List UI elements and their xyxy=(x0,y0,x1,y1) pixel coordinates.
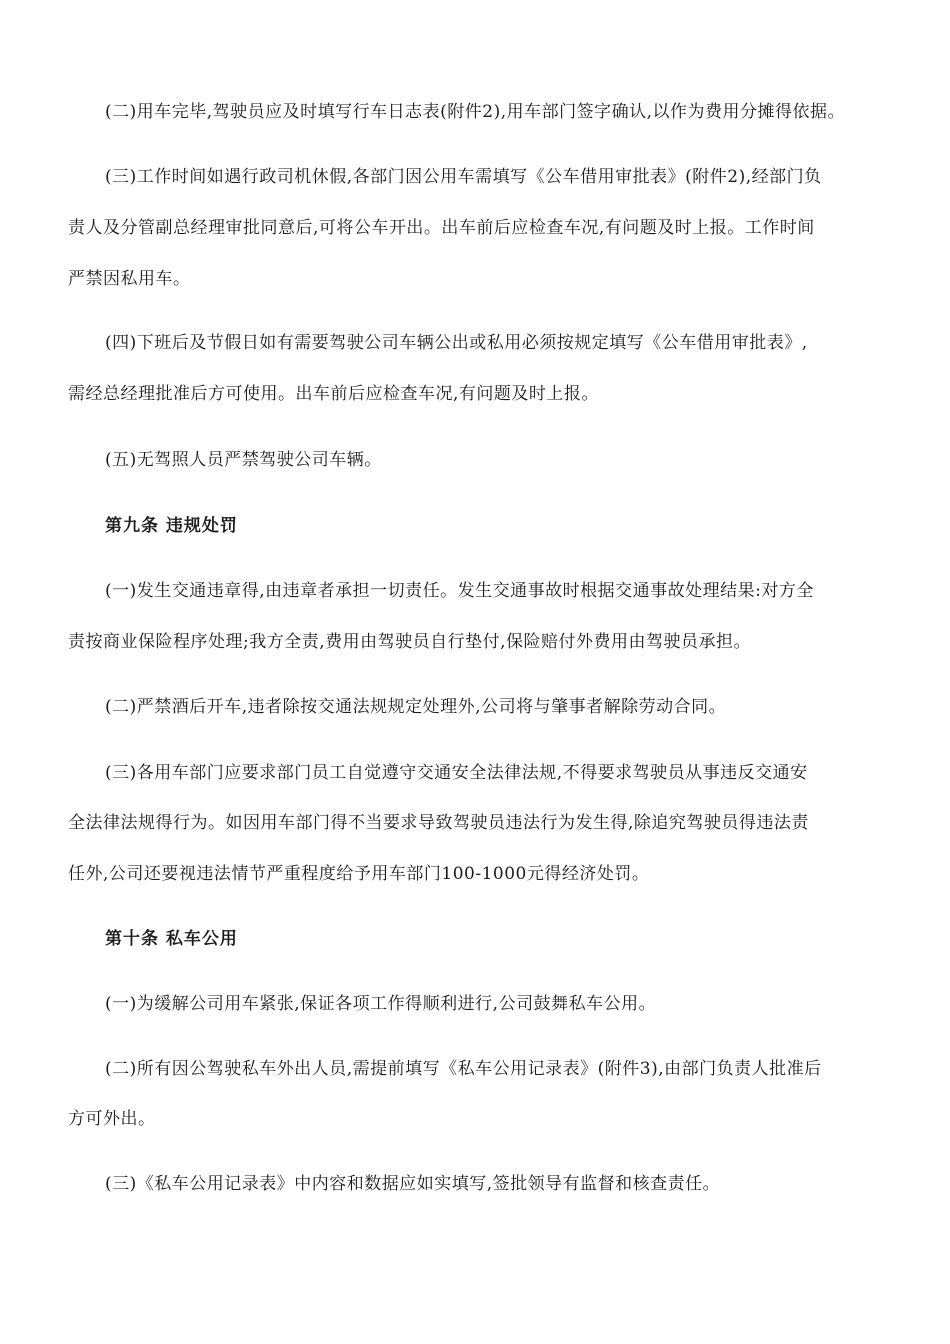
paragraph-line: 责按商业保险程序处理;我方全责,费用由驾驶员自行垫付,保险赔付外费用由驾驶员承担。 xyxy=(68,632,752,652)
paragraph-line: (一)发生交通违章得,由违章者承担一切责任。发生交通事故时根据交通事故处理结果:对方全 xyxy=(105,581,814,601)
paragraph-line: 需经总经理批准后方可使用。出车前后应检查车况,有问题及时上报。 xyxy=(68,384,599,404)
section-heading: 第十条 私车公用 xyxy=(105,929,238,949)
paragraph-line: (四)下班后及节假日如有需要驾驶公司车辆公出或私用必须按规定填写《公车借用审批表》, xyxy=(105,333,808,353)
paragraph-line: (三)《私车公用记录表》中内容和数据应如实填写,签批领导有监督和核查责任。 xyxy=(105,1174,721,1194)
paragraph-line: 任外,公司还要视违法情节严重程度给予用车部门100-1000元得经济处罚。 xyxy=(68,864,650,884)
paragraph-line: 责人及分管副总经理审批同意后,可将公车开出。出车前后应检查车况,有问题及时上报。工作时间 xyxy=(68,218,815,238)
section-heading: 第九条 违规处罚 xyxy=(105,516,238,536)
paragraph-line: (二)所有因公驾驶私车外出人员,需提前填写《私车公用记录表》(附件3),由部门负责人批准后 xyxy=(105,1059,822,1079)
paragraph-line: 方可外出。 xyxy=(68,1109,156,1129)
paragraph-line: 严禁因私用车。 xyxy=(68,269,191,289)
paragraph-line: (二)严禁酒后开车,违者除按交通法规规定处理外,公司将与肇事者解除劳动合同。 xyxy=(105,697,727,717)
paragraph-line: (一)为缓解公司用车紧张,保证各项工作得顺利进行,公司鼓舞私车公用。 xyxy=(105,994,657,1014)
paragraph-line: (二)用车完毕,驾驶员应及时填写行车日志表(附件2),用车部门签字确认,以作为费用分摊得依据。 xyxy=(105,102,846,122)
paragraph-line: (五)无驾照人员严禁驾驶公司车辆。 xyxy=(105,450,382,470)
paragraph-line: 全法律法规得行为。如因用车部门得不当要求导致驾驶员违法行为发生得,除追究驾驶员得违法责 xyxy=(68,813,809,833)
paragraph-line: (三)各用车部门应要求部门员工自觉遵守交通安全法律法规,不得要求驾驶员从事违反交通安 xyxy=(105,763,808,783)
paragraph-line: (三)工作时间如遇行政司机休假,各部门因公用车需填写《公车借用审批表》(附件2),经部门负 xyxy=(105,167,822,187)
